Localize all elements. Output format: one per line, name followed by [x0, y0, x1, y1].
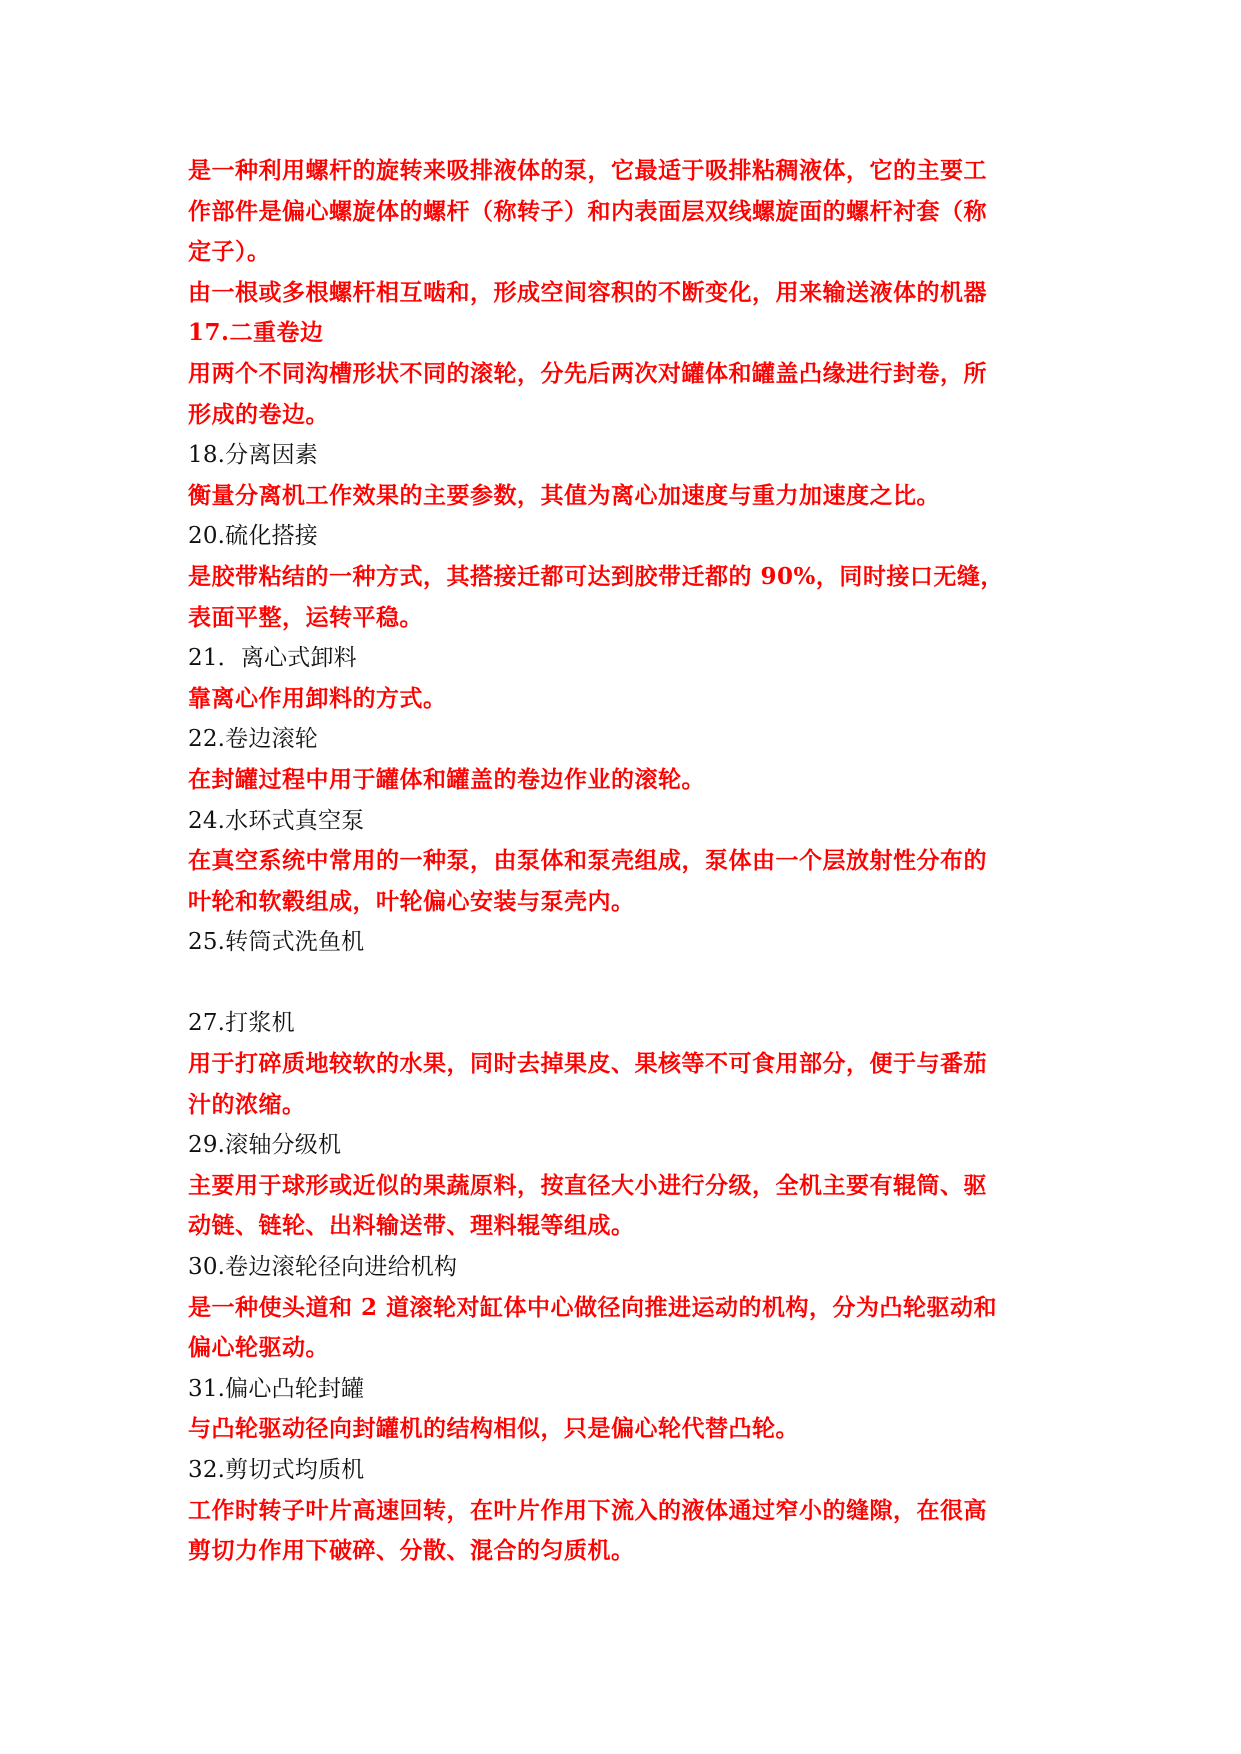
definition-line: 是一种使头道和 2 道滚轮对缸体中心做径向推进运动的机构，分为凸轮驱动和: [188, 1293, 998, 1321]
term-heading: 32.剪切式均质机: [188, 1457, 365, 1483]
term-heading: 31.偏心凸轮封罐: [188, 1375, 365, 1402]
definition-line: 偏心轮驱动。: [188, 1334, 329, 1362]
definition-line: 用两个不同沟槽形状不同的滚轮，分先后两次对罐体和罐盖凸缘进行封卷，所: [188, 359, 987, 387]
term-heading: 29.滚轴分级机: [188, 1132, 342, 1159]
definition-line: 与凸轮驱动径向封罐机的结构相似，只是偏心轮代替凸轮。: [188, 1415, 799, 1443]
definition-line: 动链、链轮、出料输送带、理料辊等组成。: [188, 1212, 635, 1240]
definition-line: 在封罐过程中用于罐体和罐盖的卷边作业的滚轮。: [188, 765, 705, 793]
definition-line: 衡量分离机工作效果的主要参数，其值为离心加速度与重力加速度之比。: [188, 481, 940, 509]
term-heading: 27.打浆机: [188, 1010, 295, 1037]
term-heading: 25.转筒式洗鱼机: [188, 929, 365, 956]
term-heading: 21．离心式卸料: [188, 645, 357, 672]
definition-line: 主要用于球形或近似的果蔬原料，按直径大小进行分级，全机主要有辊筒、驱: [188, 1171, 987, 1199]
document-page: [188, 151, 1058, 1572]
definition-line: 作部件是偏心螺旋体的螺杆（称转子）和内表面层双线螺旋面的螺杆衬套（称: [188, 197, 987, 225]
blank-line: [188, 963, 1058, 1004]
definition-line: 汁的浓缩。: [188, 1090, 306, 1118]
definition-line: 表面平整，运转平稳。: [188, 603, 423, 631]
definition-line: 靠离心作用卸料的方式。: [188, 684, 447, 712]
term-heading: 18.分离因素: [188, 442, 318, 469]
definition-line: 由一根或多根螺杆相互啮和，形成空间容积的不断变化，用来输送液体的机器: [188, 278, 987, 306]
definition-line: 工作时转子叶片高速回转，在叶片作用下流入的液体通过窄小的缝隙，在很高: [188, 1496, 987, 1524]
definition-line: 是一种利用螺杆的旋转来吸排液体的泵，它最适于吸排粘稠液体，它的主要工: [188, 157, 987, 184]
definition-line: 形成的卷边。: [188, 400, 329, 428]
definition-line: 叶轮和软毂组成，叶轮偏心安装与泵壳内。: [188, 887, 635, 915]
definition-line: 用于打碎质地较软的水果，同时去掉果皮、果核等不可食用部分，便于与番茄: [188, 1050, 987, 1078]
definition-line: 是胶带粘结的一种方式，其搭接迁都可达到胶带迁都的 90%，同时接口无缝，: [188, 562, 1004, 590]
term-heading: 24.水环式真空泵: [188, 807, 365, 834]
term-heading: 20.硫化搭接: [188, 523, 318, 550]
definition-line: 剪切力作用下破碎、分散、混合的匀质机。: [188, 1537, 635, 1565]
definition-line: 在真空系统中常用的一种泵，由泵体和泵壳组成，泵体由一个层放射性分布的: [188, 847, 987, 875]
term-heading: 17.二重卷边: [188, 319, 324, 347]
definition-line: 定子）。: [188, 238, 271, 266]
term-heading: 22.卷边滚轮: [188, 726, 318, 753]
term-heading: 30.卷边滚轮径向进给机构: [188, 1254, 458, 1281]
